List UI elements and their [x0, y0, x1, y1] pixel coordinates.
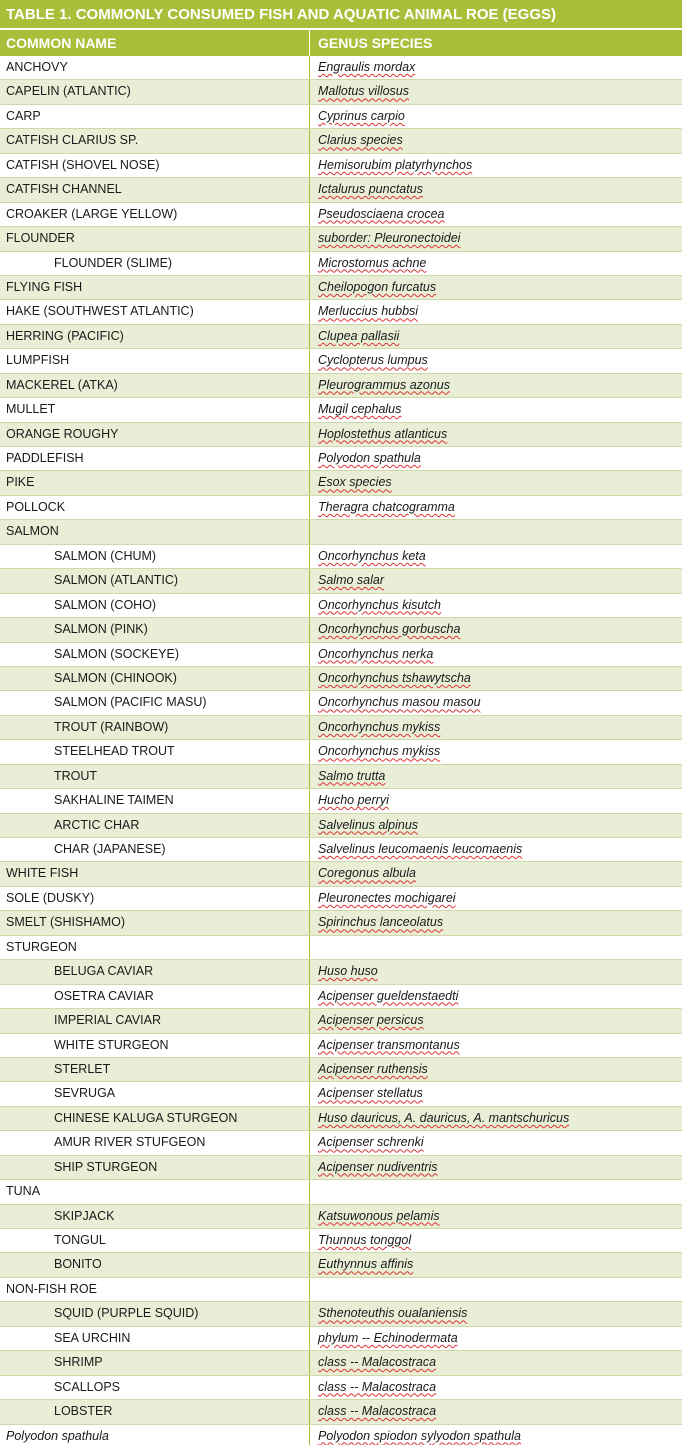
common-name-cell: CHAR (JAPANESE)	[0, 838, 310, 861]
header-genus-species: GENUS SPECIES	[318, 35, 433, 51]
table-row	[0, 1009, 682, 1033]
genus-species-cell: phylum -- Echinodermata	[318, 1330, 458, 1345]
table-row	[0, 1058, 682, 1082]
genus-species-cell: Pseudosciaena crocea	[318, 206, 445, 221]
genus-species-cell: Salmo salar	[318, 573, 384, 588]
table-row	[0, 716, 682, 740]
table-row	[0, 691, 682, 715]
genus-species-cell: Polyodon spiodon sylyodon spathula	[318, 1428, 521, 1443]
common-name-cell: SKIPJACK	[0, 1205, 310, 1228]
genus-species-cell: Huso huso	[318, 964, 378, 979]
table-row	[0, 80, 682, 104]
common-name-cell: MULLET	[0, 398, 310, 421]
common-name-cell: BELUGA CAVIAR	[0, 960, 310, 983]
table-row	[0, 105, 682, 129]
common-name-cell: MACKEREL (ATKA)	[0, 374, 310, 397]
genus-species-cell: suborder: Pleuronectoidei	[318, 231, 461, 246]
genus-species-cell: class -- Malacostraca	[318, 1379, 437, 1394]
table-row	[0, 594, 682, 618]
table-row	[0, 1082, 682, 1106]
table-row	[0, 276, 682, 300]
table-row	[0, 349, 682, 373]
common-name-cell: HERRING (PACIFIC)	[0, 325, 310, 348]
genus-species-cell: Cheilopogon furcatus	[318, 279, 437, 294]
genus-species-cell: Coregonus albula	[318, 866, 416, 881]
table-row	[0, 1327, 682, 1351]
table-row	[0, 618, 682, 642]
genus-species-cell: Oncorhynchus mykiss	[318, 719, 441, 734]
table-row	[0, 765, 682, 789]
genus-species-cell: Huso dauricus, A. dauricus, A. mantschuricus	[318, 1110, 570, 1125]
table-row	[0, 129, 682, 153]
genus-species-cell: Spirinchus lanceolatus	[318, 915, 444, 930]
table-row	[0, 545, 682, 569]
common-name-cell: Polyodon spathula	[0, 1425, 310, 1445]
table-row	[0, 1253, 682, 1277]
common-name-cell: CARP	[0, 105, 310, 128]
genus-species-cell: Pleurogrammus azonus	[318, 377, 451, 392]
common-name-cell: CHINESE KALUGA STURGEON	[0, 1107, 310, 1130]
common-name-cell: STEELHEAD TROUT	[0, 740, 310, 763]
table-row	[0, 154, 682, 178]
header-common-name: COMMON NAME	[0, 30, 310, 56]
genus-species-cell	[310, 936, 682, 959]
genus-species-cell: class -- Malacostraca	[318, 1355, 437, 1370]
genus-species-cell: Acipenser gueldenstaedti	[318, 988, 459, 1003]
genus-species-cell: class -- Malacostraca	[318, 1404, 437, 1419]
common-name-cell: CROAKER (LARGE YELLOW)	[0, 203, 310, 226]
table-row	[0, 936, 682, 960]
genus-species-cell: Salvelinus leucomaenis leucomaenis	[318, 842, 523, 856]
common-name-cell: STURGEON	[0, 936, 310, 959]
table-row	[0, 325, 682, 349]
table-row	[0, 985, 682, 1009]
common-name-cell: SEA URCHIN	[0, 1327, 310, 1350]
genus-species-cell: Cyprinus carpio	[318, 108, 405, 123]
table-row	[0, 1278, 682, 1302]
common-name-cell: SMELT (SHISHAMO)	[0, 911, 310, 934]
common-name-cell: WHITE STURGEON	[0, 1034, 310, 1057]
common-name-cell: STERLET	[0, 1058, 310, 1081]
common-name-cell: ARCTIC CHAR	[0, 814, 310, 837]
table-row	[0, 56, 682, 80]
table-row	[0, 374, 682, 398]
table-row	[0, 1107, 682, 1131]
table-row	[0, 520, 682, 544]
genus-species-cell: Acipenser transmontanus	[318, 1037, 460, 1052]
genus-species-cell: Katsuwonous pelamis	[318, 1208, 440, 1223]
common-name-cell: SALMON (PINK)	[0, 618, 310, 641]
common-name-cell: WHITE FISH	[0, 862, 310, 885]
common-name-cell: ANCHOVY	[0, 56, 310, 79]
genus-species-cell: Mugil cephalus	[318, 402, 402, 417]
genus-species-cell: Oncorhynchus mykiss	[318, 744, 441, 759]
table-header-row	[0, 30, 682, 56]
genus-species-cell: Ictalurus punctatus	[318, 182, 423, 197]
table-row	[0, 667, 682, 691]
common-name-cell: SHRIMP	[0, 1351, 310, 1374]
genus-species-cell: Hoplostethus atlanticus	[318, 426, 448, 441]
genus-species-cell: Polyodon spathula	[318, 451, 421, 465]
common-name-cell: SHIP STURGEON	[0, 1156, 310, 1179]
genus-species-cell: Merluccius hubbsi	[318, 304, 419, 319]
common-name-cell: SALMON (SOCKEYE)	[0, 643, 310, 666]
genus-species-cell: Clupea pallasii	[318, 328, 400, 343]
table-row	[0, 1131, 682, 1155]
genus-species-cell: Salmo trutta	[318, 768, 386, 783]
common-name-cell: SALMON (CHINOOK)	[0, 667, 310, 690]
genus-species-cell: Pleuronectes mochigarei	[318, 890, 456, 905]
genus-species-cell: Hemisorubim platyrhynchos	[318, 157, 473, 172]
table-row	[0, 643, 682, 667]
table-row	[0, 471, 682, 495]
table-row	[0, 1351, 682, 1375]
common-name-cell: CATFISH CLARIUS SP.	[0, 129, 310, 152]
genus-species-cell: Oncorhynchus keta	[318, 548, 426, 563]
table-row	[0, 1376, 682, 1400]
genus-species-cell: Acipenser nudiventris	[318, 1159, 438, 1174]
table-row	[0, 789, 682, 813]
genus-species-cell	[310, 1180, 682, 1203]
genus-species-cell	[310, 520, 682, 543]
table-row	[0, 1425, 682, 1445]
common-name-cell: FLOUNDER	[0, 227, 310, 250]
common-name-cell: POLLOCK	[0, 496, 310, 519]
table-row	[0, 838, 682, 862]
common-name-cell: CATFISH CHANNEL	[0, 178, 310, 201]
table-row	[0, 960, 682, 984]
genus-species-cell: Oncorhynchus kisutch	[318, 597, 441, 612]
table-row	[0, 398, 682, 422]
genus-species-cell: Microstomus achne	[318, 255, 427, 270]
common-name-cell: FLOUNDER (SLIME)	[0, 252, 310, 275]
common-name-cell: CATFISH (SHOVEL NOSE)	[0, 154, 310, 177]
common-name-cell: TROUT (RAINBOW)	[0, 716, 310, 739]
genus-species-cell: Engraulis mordax	[318, 60, 416, 74]
table-row	[0, 911, 682, 935]
common-name-cell: TONGUL	[0, 1229, 310, 1252]
common-name-cell: SOLE (DUSKY)	[0, 887, 310, 910]
common-name-cell: SALMON (COHO)	[0, 594, 310, 617]
table-row	[0, 300, 682, 324]
common-name-cell: SAKHALINE TAIMEN	[0, 789, 310, 812]
common-name-cell: SEVRUGA	[0, 1082, 310, 1105]
genus-species-cell: Acipenser schrenki	[318, 1135, 424, 1150]
table-row	[0, 814, 682, 838]
common-name-cell: LUMPFISH	[0, 349, 310, 372]
genus-species-cell: Oncorhynchus tshawytscha	[318, 670, 471, 685]
table-row	[0, 447, 682, 471]
genus-species-cell: Mallotus villosus	[318, 84, 410, 99]
common-name-cell: FLYING FISH	[0, 276, 310, 299]
genus-species-cell: Euthynnus affinis	[318, 1257, 414, 1272]
common-name-cell: ORANGE ROUGHY	[0, 423, 310, 446]
table-row	[0, 1180, 682, 1204]
genus-species-cell: Oncorhynchus gorbuscha	[318, 622, 461, 637]
common-name-cell: IMPERIAL CAVIAR	[0, 1009, 310, 1032]
genus-species-cell: Cyclopterus lumpus	[318, 353, 428, 368]
genus-species-cell: Hucho perryi	[318, 793, 389, 808]
common-name-cell: NON-FISH ROE	[0, 1278, 310, 1301]
table-body	[0, 56, 682, 1445]
genus-species-cell: Clarius species	[318, 133, 403, 148]
table-title: TABLE 1. COMMONLY CONSUMED FISH AND AQUATIC ANIMAL ROE (EGGS)	[0, 0, 682, 30]
common-name-cell: SALMON	[0, 520, 310, 543]
table-row	[0, 1229, 682, 1253]
genus-species-cell: Theragra chatcogramma	[318, 499, 455, 514]
common-name-cell: PADDLEFISH	[0, 447, 310, 470]
genus-species-cell: Acipenser persicus	[318, 1013, 424, 1028]
genus-species-cell: Thunnus tonggol	[318, 1233, 412, 1247]
genus-species-cell: Acipenser stellatus	[318, 1086, 423, 1101]
common-name-cell: SCALLOPS	[0, 1376, 310, 1399]
common-name-cell: CAPELIN (ATLANTIC)	[0, 80, 310, 103]
table-row	[0, 496, 682, 520]
table-row	[0, 178, 682, 202]
table-row	[0, 862, 682, 886]
common-name-cell: BONITO	[0, 1253, 310, 1276]
table-row	[0, 203, 682, 227]
common-name-cell: OSETRA CAVIAR	[0, 985, 310, 1008]
table-row	[0, 740, 682, 764]
table-row	[0, 569, 682, 593]
genus-species-cell: Sthenoteuthis oualaniensis	[318, 1306, 468, 1321]
common-name-cell: SALMON (CHUM)	[0, 545, 310, 568]
common-name-cell: LOBSTER	[0, 1400, 310, 1423]
genus-species-cell	[310, 1278, 682, 1301]
common-name-cell: SALMON (PACIFIC MASU)	[0, 691, 310, 714]
common-name-cell: TUNA	[0, 1180, 310, 1203]
table-row	[0, 252, 682, 276]
genus-species-cell: Oncorhynchus nerka	[318, 646, 434, 661]
common-name-cell: TROUT	[0, 765, 310, 788]
table-row	[0, 227, 682, 251]
common-name-cell: HAKE (SOUTHWEST ATLANTIC)	[0, 300, 310, 323]
common-name-cell: SQUID (PURPLE SQUID)	[0, 1302, 310, 1325]
genus-species-cell: Oncorhynchus masou masou	[318, 695, 481, 710]
common-name-cell: PIKE	[0, 471, 310, 494]
common-name-cell: SALMON (ATLANTIC)	[0, 569, 310, 592]
common-name-cell: AMUR RIVER STUFGEON	[0, 1131, 310, 1154]
table-row	[0, 887, 682, 911]
table-row	[0, 1400, 682, 1424]
genus-species-cell: Salvelinus alpinus	[318, 817, 419, 832]
table-row	[0, 423, 682, 447]
table-row	[0, 1156, 682, 1180]
table-row	[0, 1034, 682, 1058]
genus-species-cell: Esox species	[318, 475, 392, 490]
genus-species-cell: Acipenser ruthensis	[318, 1061, 428, 1076]
table-row	[0, 1205, 682, 1229]
table-row	[0, 1302, 682, 1326]
